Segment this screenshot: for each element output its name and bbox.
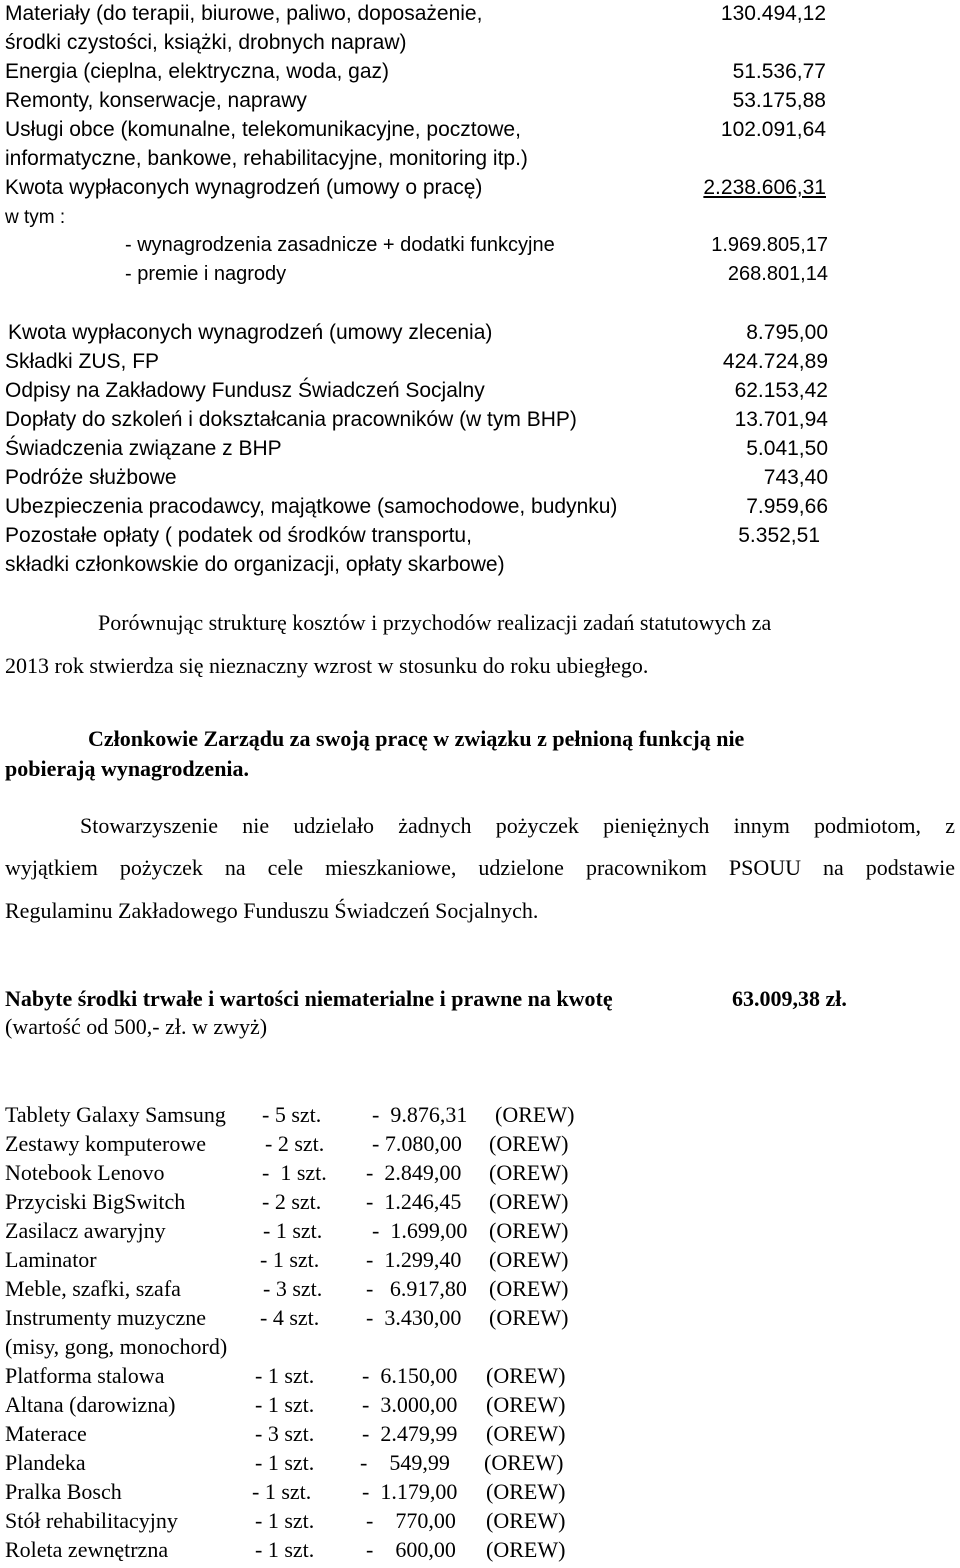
asset-qty: - 2 szt.	[265, 1131, 325, 1156]
asset-qty: - 1 szt.	[255, 1363, 315, 1388]
asset-qty: - 3 szt.	[263, 1276, 323, 1301]
cost-item-amount: 53.175,88	[732, 89, 826, 112]
cost-item-amount: 424.724,89	[722, 350, 828, 373]
asset-amount: - 1.299,40	[366, 1247, 462, 1272]
asset-amount: - 3.430,00	[366, 1305, 462, 1330]
asset-amount: - 1.699,00	[372, 1218, 468, 1243]
cost-item-label: Materiały (do terapii, biurowe, paliwo, doposażenie,	[5, 2, 483, 25]
asset-amount: - 7.080,00	[372, 1131, 462, 1156]
cost-item-amount: 5.352,51	[738, 524, 820, 547]
asset-name: Instrumenty muzyczne	[5, 1305, 206, 1330]
loans-line-3: Regulaminu Zakładowego Funduszu Świadczeń Socjalnych.	[5, 898, 539, 923]
asset-amount: - 6.917,80	[366, 1276, 467, 1301]
cost-item-amount: 102.091,64	[720, 118, 826, 141]
asset-name-continuation: (misy, gong, monochord)	[5, 1334, 228, 1359]
asset-source: (OREW)	[489, 1189, 569, 1214]
assets-total: 63.009,38 zł.	[732, 986, 847, 1011]
cost-item-label: informatyczne, bankowe, rehabilitacyjne, monitoring itp.)	[5, 147, 528, 170]
asset-qty: - 2 szt.	[262, 1189, 322, 1214]
assets-note: (wartość od 500,- zł. w zwyż)	[5, 1014, 268, 1039]
cost-item-label: Odpisy na Zakładowy Fundusz Świadczeń Socjalny	[5, 379, 485, 402]
asset-qty: - 1 szt.	[255, 1508, 315, 1533]
cost-item-label: Usługi obce (komunalne, telekomunikacyjne, pocztowe,	[5, 118, 521, 141]
asset-name: Altana (darowizna)	[5, 1392, 176, 1417]
cost-item-amount: 743,40	[763, 466, 828, 489]
cost-subitem-amount: 1.969.805,17	[711, 234, 828, 256]
asset-name: Roleta zewnętrzna	[5, 1537, 169, 1562]
asset-amount: - 9.876,31	[372, 1102, 468, 1127]
cost-item-amount: 130.494,12	[720, 2, 826, 25]
cost-item-label: Dopłaty do szkoleń i dokształcania pracowników (w tym BHP)	[5, 408, 577, 431]
board-statement-line-1: Członkowie Zarządu za swoją pracę w związku z pełnioną funkcją nie	[88, 726, 745, 751]
cost-item-label: Kwota wypłaconych wynagrodzeń (umowy zlecenia)	[8, 321, 493, 344]
asset-amount: - 1.179,00	[362, 1479, 458, 1504]
cost-item-label: Ubezpieczenia pracodawcy, majątkowe (samochodowe, budynku)	[5, 495, 618, 518]
cost-item-amount: 8.795,00	[746, 321, 828, 344]
asset-qty: - 1 szt.	[255, 1537, 315, 1562]
board-statement-line-2: pobierają wynagrodzenia.	[5, 756, 250, 781]
asset-name: Tablety Galaxy Samsung	[5, 1102, 226, 1127]
salary-total-amount: 2.238.606,31	[703, 176, 826, 199]
cost-item-label: Remonty, konserwacje, naprawy	[5, 89, 307, 112]
cost-item-label: Świadczenia związane z BHP	[5, 437, 282, 460]
loans-line-1: Stowarzyszenie nie udzielało żadnych pożyczek pieniężnych innym podmiotom, z	[80, 813, 955, 838]
asset-qty: - 4 szt.	[260, 1305, 320, 1330]
asset-source: (OREW)	[484, 1450, 564, 1475]
asset-amount: - 770,00	[366, 1508, 456, 1533]
asset-name: Przyciski BigSwitch	[5, 1189, 186, 1214]
asset-amount: - 549,99	[360, 1450, 450, 1475]
asset-name: Meble, szafki, szafa	[5, 1276, 181, 1301]
asset-source: (OREW)	[489, 1131, 569, 1156]
asset-source: (OREW)	[486, 1363, 566, 1388]
asset-name: Plandeka	[5, 1450, 86, 1475]
asset-amount: - 600,00	[366, 1537, 456, 1562]
asset-name: Zestawy komputerowe	[5, 1131, 206, 1156]
comparison-line-2: 2013 rok stwierdza się nieznaczny wzrost w stosunku do roku ubiegłego.	[5, 653, 649, 678]
asset-qty: - 1 szt.	[263, 1218, 323, 1243]
cost-subitem-amount: 268.801,14	[727, 263, 828, 285]
asset-source: (OREW)	[489, 1247, 569, 1272]
cost-item-label: Energia (cieplna, elektryczna, woda, gaz)	[5, 60, 390, 83]
asset-qty: - 1 szt.	[262, 1160, 327, 1185]
asset-amount: - 6.150,00	[362, 1363, 458, 1388]
cost-item-amount: 7.959,66	[746, 495, 828, 518]
asset-qty: - 5 szt.	[262, 1102, 322, 1127]
asset-qty: - 1 szt.	[255, 1450, 315, 1475]
cost-subitem-label: - wynagrodzenia zasadnicze + dodatki funkcyjne	[125, 234, 555, 256]
asset-source: (OREW)	[486, 1479, 566, 1504]
cost-subitem-label: - premie i nagrody	[125, 263, 287, 285]
asset-source: (OREW)	[486, 1421, 566, 1446]
asset-amount: - 2.479,99	[362, 1421, 458, 1446]
asset-name: Stół rehabilitacyjny	[5, 1508, 178, 1533]
cost-item-amount: 13.701,94	[734, 408, 828, 431]
cost-item-amount: 62.153,42	[734, 379, 828, 402]
cost-item-amount: 5.041,50	[746, 437, 828, 460]
asset-amount: - 3.000,00	[362, 1392, 458, 1417]
asset-source: (OREW)	[486, 1508, 566, 1533]
cost-item-label: Pozostałe opłaty ( podatek od środków transportu,	[5, 524, 472, 547]
asset-source: (OREW)	[495, 1102, 575, 1127]
cost-item-label: Kwota wypłaconych wynagrodzeń (umowy o pracę)	[5, 176, 483, 199]
asset-source: (OREW)	[486, 1537, 566, 1562]
asset-name: Zasilacz awaryjny	[5, 1218, 166, 1243]
cost-item-amount: 51.536,77	[732, 60, 826, 83]
asset-amount: - 1.246,45	[366, 1189, 462, 1214]
cost-item-label: Składki ZUS, FP	[5, 350, 160, 373]
asset-source: (OREW)	[486, 1392, 566, 1417]
comparison-line-1: Porównując strukturę kosztów i przychodów realizacji zadań statutowych za	[98, 610, 772, 635]
cost-item-label: środki czystości, książki, drobnych napraw)	[5, 31, 407, 54]
asset-source: (OREW)	[489, 1160, 569, 1185]
asset-source: (OREW)	[489, 1305, 569, 1330]
cost-item-label: składki członkowskie do organizacji, opłaty skarbowe)	[5, 553, 505, 576]
asset-qty: - 1 szt.	[255, 1392, 315, 1417]
assets-heading: Nabyte środki trwałe i wartości niematerialne i prawne na kwotę	[5, 986, 613, 1011]
asset-name: Materace	[5, 1421, 87, 1446]
asset-source: (OREW)	[489, 1276, 569, 1301]
asset-name: Platforma stalowa	[5, 1363, 165, 1388]
loans-line-2: wyjątkiem pożyczek na cele mieszkaniowe, udzielone pracownikom PSOUU na podstawie	[5, 855, 955, 880]
asset-name: Laminator	[5, 1247, 97, 1272]
asset-qty: - 1 szt.	[252, 1479, 312, 1504]
asset-qty: - 1 szt.	[260, 1247, 320, 1272]
asset-amount: - 2.849,00	[366, 1160, 462, 1185]
cost-item-label: w tym :	[5, 207, 66, 228]
asset-qty: - 3 szt.	[255, 1421, 315, 1446]
asset-name: Pralka Bosch	[5, 1479, 122, 1504]
asset-name: Notebook Lenovo	[5, 1160, 165, 1185]
asset-source: (OREW)	[489, 1218, 569, 1243]
cost-item-label: Podróże służbowe	[5, 466, 177, 489]
